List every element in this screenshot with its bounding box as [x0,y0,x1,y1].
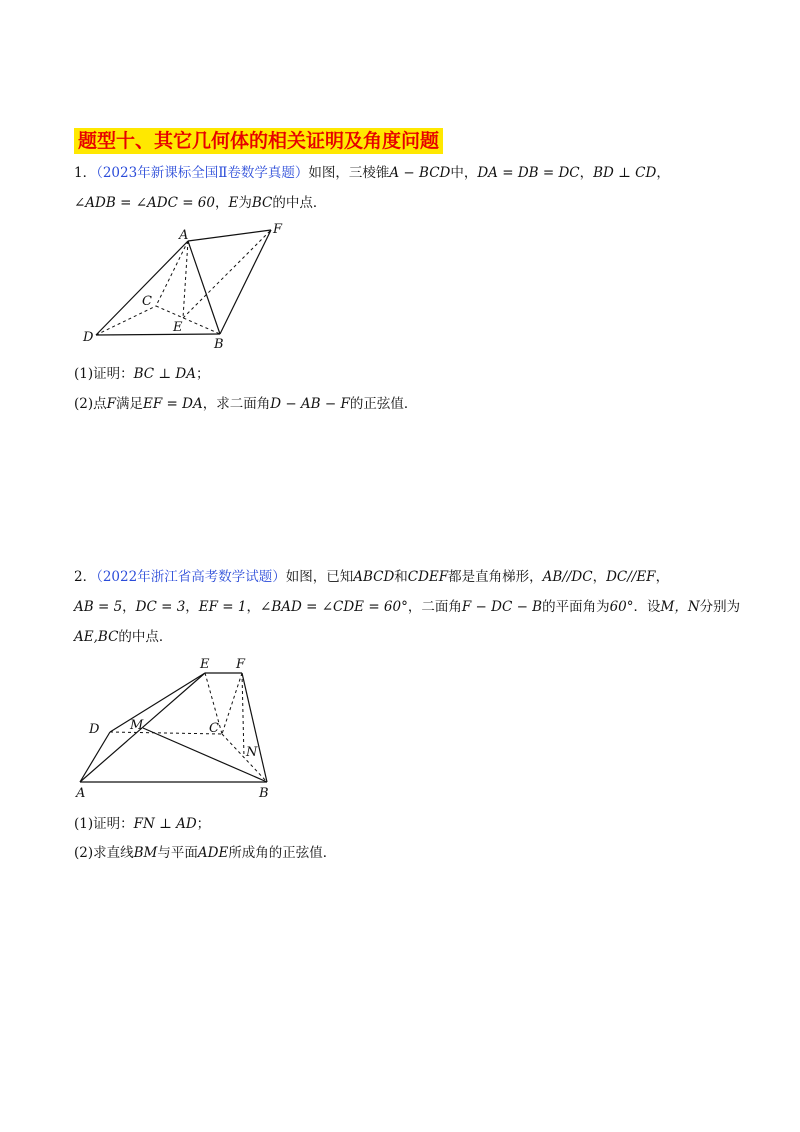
problem-1-line-1 [74,164,670,182]
stem-text: ， [122,599,136,615]
stem-text: ， [655,569,670,585]
problem-source: （2023年新课标全国Ⅱ卷数学真题） [96,165,309,181]
stem-text: 如图，三棱锥 [308,165,390,181]
vertex-label-F: F [236,657,246,672]
stem-text: 和 [394,569,408,585]
math-expr: F − DC − B [461,599,543,615]
question-text: 的正弦值． [349,396,418,412]
problem-number: 2． [74,569,97,585]
stem-text: ， [246,599,261,615]
question-text: ，求二面角 [202,396,271,412]
math-expr: CDEF [407,569,449,585]
math-expr: EF = 1 [198,599,247,615]
question-text: (2)求直线 [74,845,134,861]
math-expr: BM [133,845,158,861]
math-expr: DA = DB = DC [477,165,580,181]
stem-text: ．设 [633,599,661,615]
vertex-label-D: D [89,722,100,737]
problem-2-line-2 [74,598,740,616]
math-expr: DC//EF [606,569,656,585]
vertex-label-F: F [273,222,283,237]
question-text: (1)证明： [74,366,134,382]
stem-text: ， [215,195,229,211]
stem-text: ， [185,599,199,615]
math-expr: F [106,396,116,412]
vertex-label-B: B [259,786,269,801]
stem-text: ， [656,165,670,181]
math-expr: BC [251,195,273,211]
vertex-label-M: M [130,718,144,733]
problem-number: 1． [74,165,97,181]
question-text: 所成角的正弦值． [228,845,337,861]
stem-text: 如图，已知 [285,569,354,585]
math-expr: BD ⊥ CD [593,165,657,181]
vertex-label-C: C [142,294,152,309]
stem-text: 为 [238,195,252,211]
math-expr: BC ⊥ DA [133,366,196,382]
problem-2-figure [74,655,284,805]
math-expr: A − BCD [389,165,451,181]
stem-text: 的中点． [118,629,173,645]
vertex-label-D: D [83,330,94,345]
problem-1-question-1 [74,365,209,383]
question-text: (2)点 [74,396,107,412]
problem-2-line-1 [74,568,669,586]
question-text: ； [195,366,210,382]
math-expr: AB = 5 [74,599,123,615]
math-expr: D − AB − F [270,396,350,412]
stem-text: ， [592,569,607,585]
math-expr: ADE [197,845,229,861]
math-expr: AE,BC [74,629,119,645]
problem-1-line-2 [74,194,326,212]
math-expr: E [228,195,239,211]
question-text: ； [196,816,211,832]
stem-text: ， [579,165,594,181]
section-title: 题型十、其它几何体的相关证明及角度问题 [74,128,443,154]
vertex-label-A: A [179,228,189,243]
vertex-label-B: B [214,337,224,352]
problem-1-question-2 [74,395,417,413]
problem-2-question-1 [74,815,210,833]
problem-2-question-2 [74,844,336,862]
math-expr: EF = DA [143,396,203,412]
math-expr: ∠BAD = ∠CDE = 60° [260,599,408,615]
vertex-label-N: N [246,745,258,760]
question-text: 满足 [116,396,143,412]
math-expr: AB//DC [542,569,593,585]
math-expr: ∠ADB = ∠ADC = 60 [74,195,215,211]
question-text: (1)证明： [74,816,134,832]
math-expr: DC = 3 [135,599,186,615]
problem-source: （2022年浙江省高考数学试题） [96,569,286,585]
math-expr: M，N [660,599,700,615]
vertex-label-E: E [173,320,183,335]
problem-1-figure [74,220,294,350]
stem-text: 中， [450,165,478,181]
stem-text: 的平面角为 [542,599,610,615]
math-expr: 60° [609,599,634,615]
math-expr: FN ⊥ AD [133,816,197,832]
vertex-label-A: A [76,786,86,801]
stem-text: 都是直角梯形， [448,569,543,585]
math-expr: ABCD [353,569,395,585]
problem-2-line-3 [74,628,172,646]
stem-text: ，二面角 [407,599,462,615]
stem-text: 分别为 [699,599,741,615]
vertex-label-C: C [209,721,219,736]
vertex-label-E: E [200,657,210,672]
question-text: 与平面 [157,845,198,861]
stem-text: 的中点． [272,195,327,211]
